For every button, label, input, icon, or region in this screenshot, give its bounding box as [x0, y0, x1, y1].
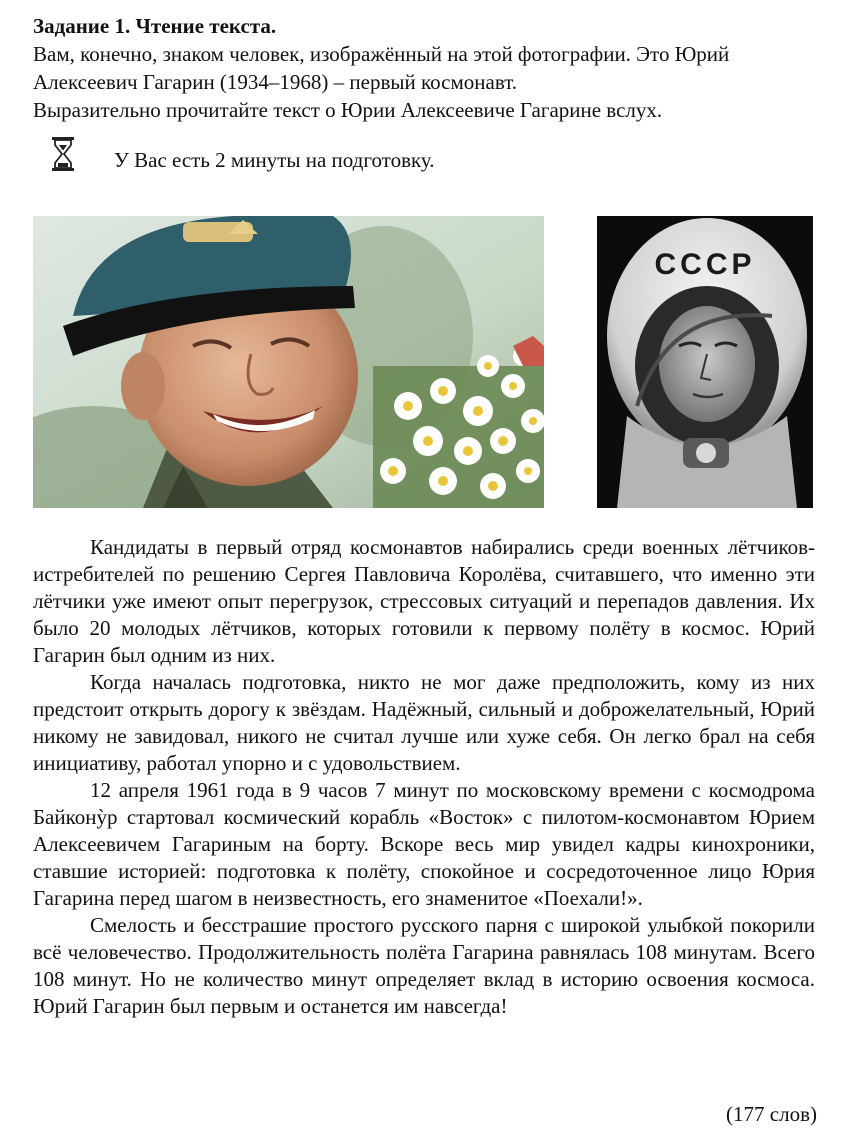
word-count: (177 слов) [726, 1102, 817, 1126]
text-paragraph-3: 12 апреля 1961 года в 9 часов 7 минут по московскому времени с космодрома Байконỳр стартовал космический корабль «Восток» с пилотом-космонавтом Юрием Алексеевичем Гагариным на борту. Вскоре весь мир увидел кадры кинохроники, ставшие историей: подготовка к полёту, спокойное и сосредоточенное лицо Юрия Гагарина перед шагом в неизвестность, его знаменитое «Поехали!». [33, 778, 815, 910]
hourglass-icon [50, 136, 76, 172]
preparation-timer [50, 136, 550, 176]
text-paragraph-1: Кандидаты в первый отряд космонавтов набирались среди военных лётчиков-истребителей по решению Сергея Павловича Королёва, считавшего, что именно эти лётчики уже имеют опыт перегрузок, стрессовых ситуаций и перепадов давления. Их было 20 молодых лётчиков, которых готовили к первому полёту в космос. Юрий Гагарин был одним из них. [33, 535, 815, 667]
intro-line: Вам, конечно, знаком человек, изображённый на этой фотографии. Это Юрий Алексеевич Гагарин (1934–1968) – первый космонавт. [33, 42, 730, 94]
timer-text: У Вас есть 2 минуты на подготовку. [114, 148, 435, 172]
intro-instruction: Выразительно прочитайте текст о Юрии Алексеевиче Гагарине вслух. [33, 98, 663, 122]
gagarin-helmet-photo [597, 216, 813, 508]
text-paragraph-2: Когда началась подготовка, никто не мог даже предположить, кому из них предстоит открыть дорогу к звёздам. Надёжный, сильный и доброжелательный, Юрий никому не завидовал, никого не считал лучше или хуже себя. Он легко брал на себя инициативу, работал упорно и с удовольствием. [33, 670, 815, 775]
task-intro [33, 40, 823, 124]
text-paragraph-4: Смелость и бесстрашие простого русского парня с широкой улыбкой покорили всё человечество. Продолжительность полёта Гагарина равнялась 108 минутам. Всего 108 минут. Но не количество минут определяет вклад в историю освоения космоса. Юрий Гагарин был первым и останется им навсегда! [33, 913, 815, 1018]
helmet-lettering: CCCP [654, 248, 756, 281]
reading-text [33, 534, 815, 1020]
gagarin-smiling-photo [33, 216, 544, 508]
task-title: Задание 1. Чтение текста. [33, 14, 277, 38]
